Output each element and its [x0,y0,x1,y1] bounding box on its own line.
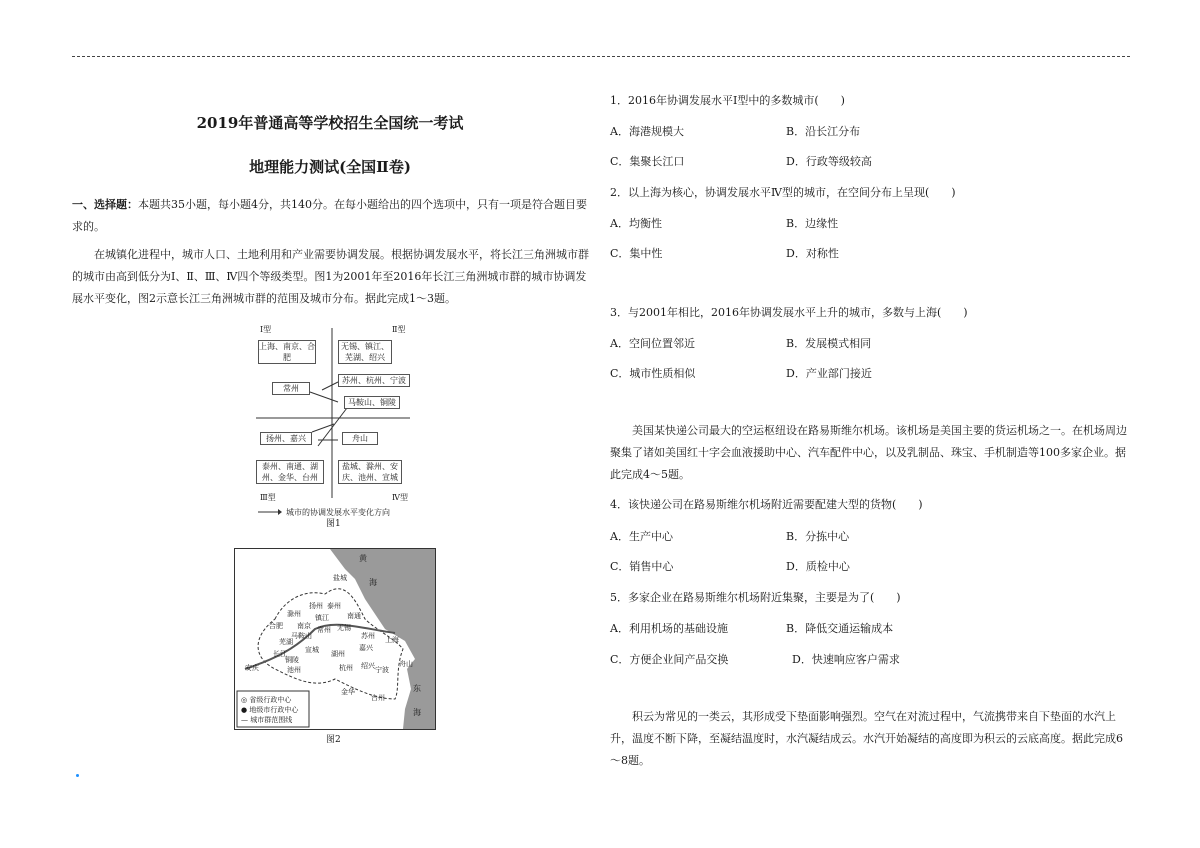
q3-option-c: C．城市性质相似 [610,367,696,380]
box-type1-cities: 上海、南京、合肥 [259,342,315,362]
box-yangzhou: 扬州、嘉兴 [260,432,312,445]
q4-option-d: D．质检中心 [786,560,850,573]
legend-boundary-text: 城市群范围线 [250,716,293,724]
question-4-stem: 4．该快递公司在路易斯维尔机场附近需要配建大型的货物( ) [610,498,923,511]
question-2-stem: 2．以上海为核心，协调发展水平Ⅳ型的城市，在空间分布上呈现( ) [610,186,956,199]
exam-title: 2019年普通高等学校招生全国统一考试 [196,114,464,132]
city-shaoxing: 绍兴 [361,662,375,670]
legend-provincial-text: 省级行政中心 [249,696,292,704]
box-type2-cities: 无锡、镇江、芜湖、绍兴 [338,340,392,364]
city-yangzhou: 扬州 [309,602,323,610]
q3-option-a: A．空间位置邻近 [610,337,695,350]
city-chuzhou: 滁州 [287,610,301,618]
river-label: 长江 [273,650,287,658]
legend-provincial: ◎ 省级行政中心 [241,696,292,704]
section-instructions [72,194,592,238]
exam-subtitle: 地理能力测试(全国Ⅱ卷) [249,158,411,176]
box-changzhou: 常州 [272,382,310,395]
top-divider [72,56,1130,57]
box-type4-cities: 盐城、滁州、安庆、池州、宣城 [338,460,402,484]
city-ningbo: 宁波 [375,666,389,674]
intro-paragraph: 在城镇化进程中，城市人口、土地利用和产业需要协调发展。根据协调发展水平，将长江三角洲城市群的城市由高到低分为Ⅰ、Ⅱ、Ⅲ、Ⅳ四个等级类型。图1为2001年至2016年长江三角洲城市群的城市协调发展水平变化，图2示意长江三角洲城市群的范围及城市分布。据此完成1～3题。 [72,248,589,305]
q2-option-c: C．集中性 [610,247,663,260]
legend-prefecture: ● 地级市行政中心 [241,706,299,714]
city-tongling: 铜陵 [285,656,299,664]
box-maanshan: 马鞍山、铜陵 [344,396,400,409]
figure-2-map [234,548,436,730]
type-1-label: Ⅰ型 [260,325,272,334]
city-wuxi: 无锡 [337,624,351,632]
city-nantong: 南通 [347,612,361,620]
city-zhoushan: 舟山 [399,660,413,668]
city-xuancheng: 宣城 [305,646,319,654]
city-anqing: 安庆 [245,664,259,672]
question-3-stem: 3．与2001年相比，2016年协调发展水平上升的城市，多数与上海( ) [610,306,968,319]
city-nanjing: 南京 [297,622,311,630]
q1-option-c: C．集聚长江口 [610,155,685,168]
city-huzhou: 湖州 [331,650,345,658]
city-hangzhou: 杭州 [339,664,353,672]
section-text: 本题共35小题，每小题4分，共140分。在每小题给出的四个选项中，只有一项是符合题目要求的。 [72,198,587,233]
figure-1-legend: 城市的协调发展水平变化方向 [286,508,390,517]
question-5-stem: 5．多家企业在路易斯维尔机场附近集聚，主要是为了( ) [610,591,901,604]
q5-option-a: A．利用机场的基础设施 [610,622,728,635]
q1-option-a: A．海港规模大 [610,125,684,138]
city-changzhou: 常州 [317,626,331,634]
figure-1 [252,322,412,528]
sea-east-b: 海 [413,708,421,717]
box-suzhou-group: 苏州、杭州、宁波 [338,374,410,387]
city-shanghai: 上海 [385,636,399,644]
city-yancheng: 盐城 [333,574,347,582]
q1-option-d: D．行政等级较高 [786,155,872,168]
q2-option-d: D．对称性 [786,247,839,260]
q1-option-b: B．沿长江分布 [786,125,861,138]
type-2-label: Ⅱ型 [392,325,406,334]
q5-option-b: B．降低交通运输成本 [786,622,894,635]
city-taizhou-js: 泰州 [327,602,341,610]
city-jiaxing: 嘉兴 [359,644,373,652]
legend-boundary: — 城市群范围线 [241,716,293,724]
sea-east: 东 [413,684,421,693]
city-taizhou-zj: 台州 [371,694,385,702]
sea-yellow: 黄 [359,554,367,563]
q3-option-b: B．发展模式相同 [786,337,872,350]
q3-option-d: D．产业部门接近 [786,367,872,380]
q4-option-a: A．生产中心 [610,530,673,543]
q2-option-a: A．均衡性 [610,217,662,230]
section-label: 一、选择题： [72,198,138,211]
question-1-stem: 1．2016年协调发展水平Ⅰ型中的多数城市( ) [610,94,845,107]
city-jinhua: 金华 [341,688,355,696]
city-hefei: 合肥 [269,622,283,630]
city-zhenjiang: 镇江 [315,614,329,622]
marker-dot [76,774,79,777]
type-3-label: Ⅲ型 [260,493,276,502]
q2-option-b: B．边缘性 [786,217,839,230]
q4-option-b: B．分拣中心 [786,530,850,543]
q4-option-c: C．销售中心 [610,560,674,573]
type-4-label: Ⅳ型 [392,493,408,502]
figure-1-caption: 图1 [326,519,341,529]
box-zhoushan: 舟山 [342,432,378,445]
box-type3-cities: 泰州、南通、湖州、金华、台州 [256,460,324,484]
city-chizhou: 池州 [287,666,301,674]
figure-2-caption: 图2 [326,735,341,745]
city-maanshan: 马鞍山 [291,632,312,640]
sea-yellow-b: 海 [369,578,377,587]
q5-option-c: C．方便企业间产品交换 [610,653,729,666]
q5-option-d: D．快速响应客户需求 [792,653,900,666]
legend-prefecture-text: 地级市行政中心 [249,706,299,714]
city-wuhu: 芜湖 [279,638,293,646]
passage-cumulus: 积云为常见的一类云，其形成受下垫面影响强烈。空气在对流过程中，气流携带来自下垫面的水汽上升，温度不断下降，至凝结温度时，水汽凝结成云。水汽开始凝结的高度即为积云的云底高度。据此完成6～8题。 [610,710,1123,767]
city-suzhou: 苏州 [361,632,375,640]
passage-airport: 美国某快递公司最大的空运枢纽设在路易斯维尔机场。该机场是美国主要的货运机场之一。在机场周边聚集了诸如美国红十字会血液援助中心、汽车配件中心，以及乳制品、珠宝、手机制造等100多家企业。据此完成4～5题。 [610,424,1127,481]
